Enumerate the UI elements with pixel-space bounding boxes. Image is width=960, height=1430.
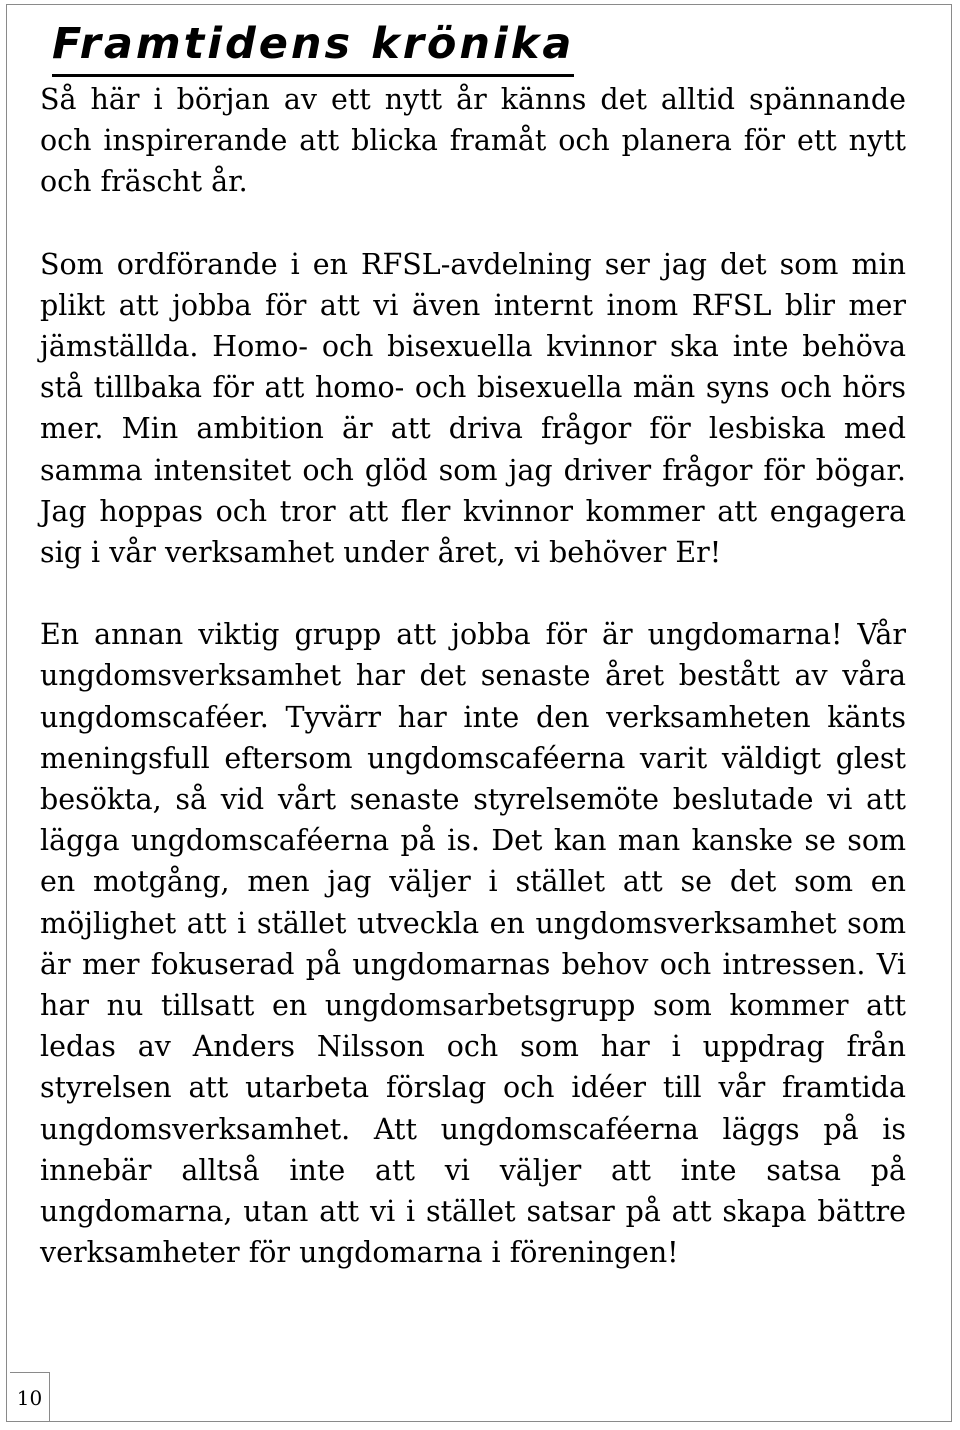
page-number: 10 [10,1372,50,1422]
paragraph-intro: Så här i början av ett nytt år känns det alltid spännande och inspirerande att blicka framåt och planera för ett nytt och fräscht år. [40,83,906,199]
paragraph-youth: En annan viktig grupp att jobba för är ungdomarna! Vår ungdomsverksamhet har det senaste året bestått av våra ungdomscaféer. Tyvärr har inte den verksamheten känts meningsfull eftersom ungdomscaféerna varit väldigt glest besökta, så vid vårt senaste styrelsemöte beslutade vi att lägga ungdomscaféerna på is. Det kan man kanske se som en motgång, men jag väljer i stället att se det som en möjlighet att i stället utveckla en ungdomsverksamhet som är mer fokuserad på ungdomarnas behov och intressen. Vi har nu tillsatt en ungdomsarbetsgrupp som kommer att ledas av Anders Nilsson och som har i uppdrag från styrelsen att utarbeta förslag och idéer till vår framtida ungdomsverksamhet. Att ungdomscaféerna läggs på is innebär alltså inte att vi väljer att inte satsa på ungdomarna, utan att vi i stället satsar på att skapa bättre verksamheter för ungdomarna i föreningen! [40,618,906,1270]
page-title: Framtidens krönika [52,14,574,77]
article-body [40,79,906,1273]
paragraph-equality: Som ordförande i en RFSL-avdelning ser jag det som min plikt att jobba för att vi även internt inom RFSL blir mer jämställda. Homo- och bisexuella kvinnor ska inte behöva stå tillbaka för att homo- och bisexuella män syns och hörs mer. Min ambition är att driva frågor för lesbiska med samma intensitet och glöd som jag driver frågor för bögar. Jag hoppas och tror att fler kvinnor kommer att engagera sig i vår verksamhet under året, vi behöver Er! [40,247,906,570]
